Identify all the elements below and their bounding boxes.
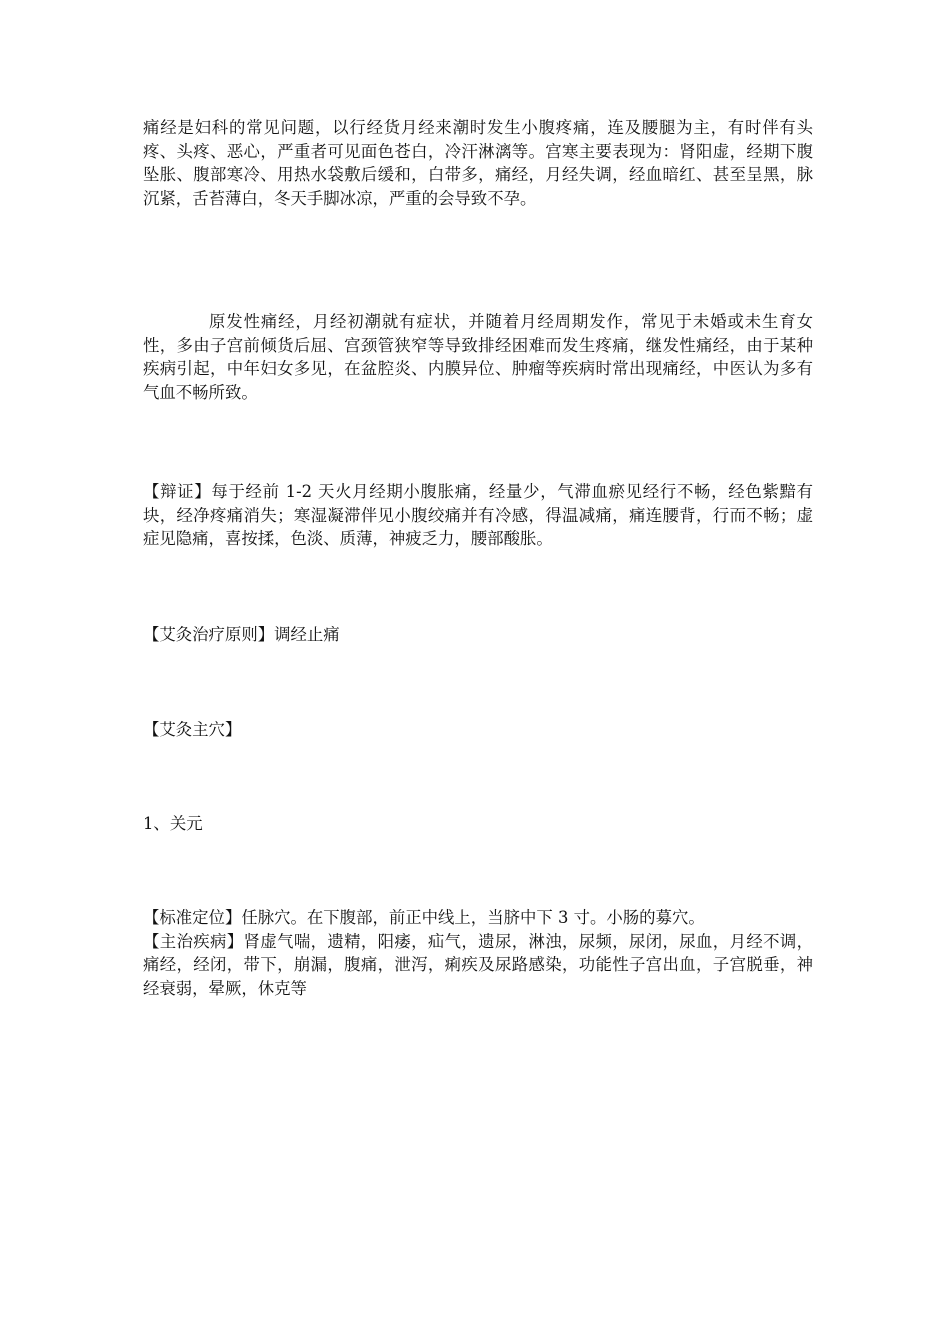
intro-paragraph: 痛经是妇科的常见问题，以行经货月经来潮时发生小腹疼痛，连及腰腿为主，有时伴有头疼、头疼、恶心，严重者可见面色苍白，冷汗淋漓等。宫寒主要表现为：肾阳虚，经期下腹坠胀、腹部寒冷、用热水袋敷后缓和，白带多，痛经，月经失调，经血暗红、甚至呈黑，脉沉紧，舌苔薄白，冬天手脚冰凉，严重的会导致不孕。 (143, 118, 813, 208)
treatment-principle: 【艾灸治疗原则】调经止痛 (143, 625, 340, 644)
main-indications: 【主治疾病】肾虚气喘，遗精，阳痿，疝气，遗尿，淋浊，尿频，尿闭，尿血，月经不调，痛经，经闭，带下，崩漏，腹痛，泄泻，痢疾及尿路感染，功能性子宫出血，子宫脱垂，神经衰弱，晕厥，休克等 (143, 931, 813, 998)
acupoint-details (143, 906, 813, 1000)
point-1-heading: 1、关元 (143, 814, 203, 833)
main-points-heading: 【艾灸主穴】 (143, 720, 242, 739)
standard-location: 【标准定位】任脉穴。在下腹部，前正中线上，当脐中下 3 寸。小肠的募穴。 (143, 908, 705, 927)
primary-dysmenorrhea-paragraph: 原发性痛经，月经初潮就有症状，并随着月经周期发作，常见于未婚或未生育女性，多由子宫前倾货后屈、宫颈管狭窄等导致排经困难而发生疼痛，继发性痛经，由于某种疾病引起，中年妇女多见，在盆腔炎、内膜异位、肿瘤等疾病时常出现痛经，中医认为多有气血不畅所致。 (143, 312, 813, 402)
diagnosis-paragraph: 【辩证】每于经前 1-2 天火月经期小腹胀痛，经量少，气滞血瘀见经行不畅，经色紫黯有块，经净疼痛消失；寒湿凝滞伴见小腹绞痛并有冷感，得温减痛，痛连腰背，行而不畅；虚症见隐痛，喜按揉，色淡、质薄，神疲乏力，腰部酸胀。 (143, 482, 813, 548)
